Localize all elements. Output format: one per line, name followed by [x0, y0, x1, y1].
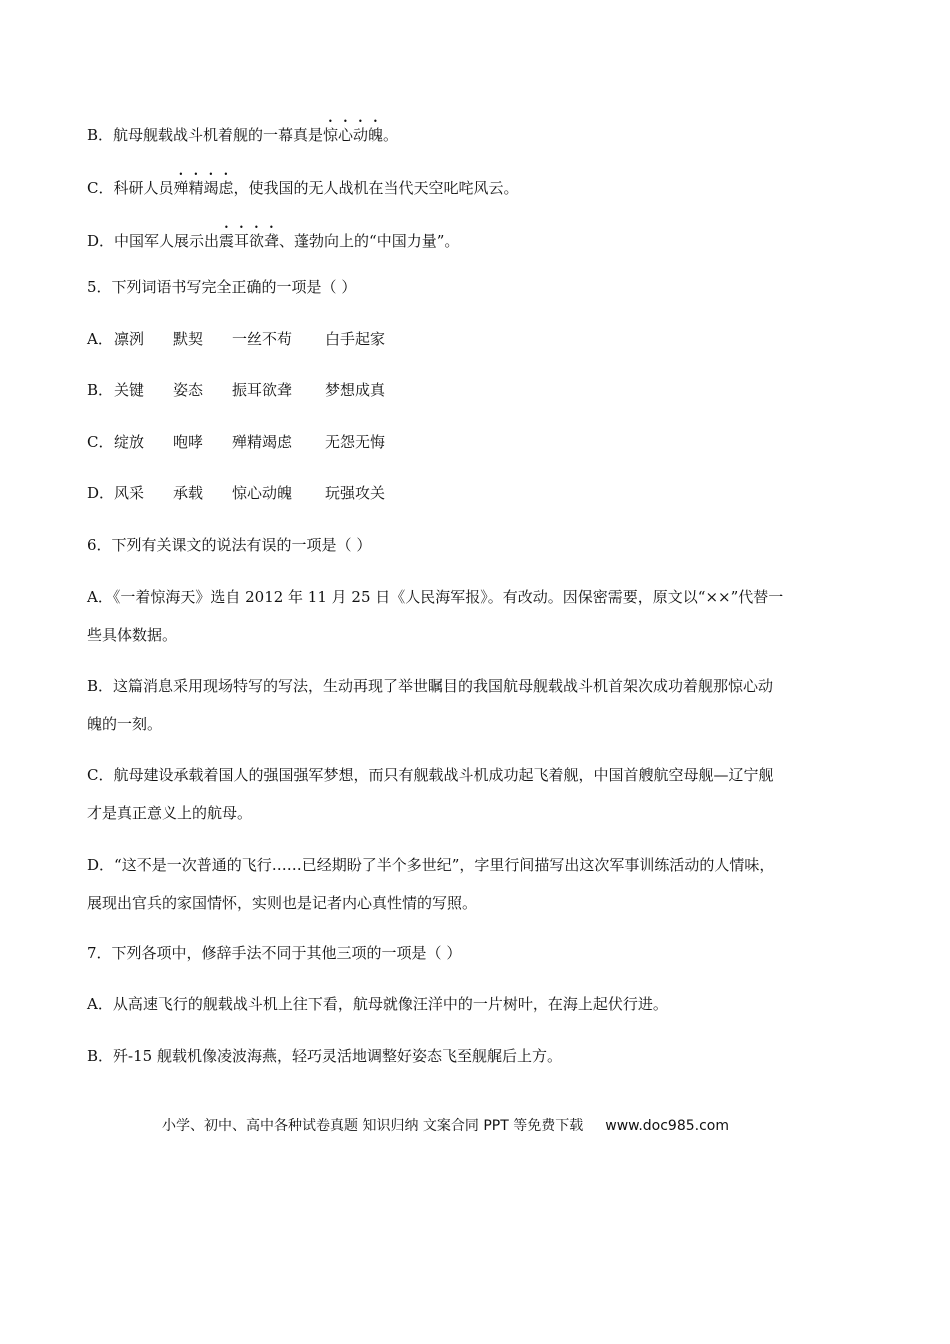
text: C．科研人员 [87, 179, 174, 197]
q6-option-c-line2: 才是真正意义上的航母。 [87, 804, 253, 822]
q5-stem: 5．下列词语书写完全正确的一项是（ ） [87, 278, 357, 296]
text: 。 [383, 126, 399, 144]
q6-option-b-line2: 魄的一刻。 [87, 715, 163, 733]
word: 承载 [173, 484, 204, 502]
emphasized-word: 殚精竭虑 [173, 179, 234, 197]
text: D．中国军人展示出 [87, 232, 220, 250]
word: 默契 [173, 330, 204, 348]
q6-option-c-line1: C．航母建设承载着国人的强国强军梦想，而只有舰载战斗机成功起飞着舰，中国首艘航空母舰—辽宁舰 [87, 766, 774, 784]
page-footer [162, 1115, 729, 1135]
text: 、蓬勃向上的“中国力量”。 [279, 232, 460, 250]
emphasized-word: 惊心动魄 [323, 126, 384, 144]
option-label: A． [87, 330, 113, 348]
word: 咆哮 [173, 433, 204, 451]
q7-option-b: B．歼-15 舰载机像凌波海燕，轻巧灵活地调整好姿态飞至舰艉后上方。 [87, 1047, 562, 1065]
q6-option-b-line1: B．这篇消息采用现场特写的写法，生动再现了举世瞩目的我国航母舰载战斗机首架次成功着舰那惊心动 [87, 677, 774, 695]
q4-option-d [87, 223, 459, 251]
word: 一丝不苟 [232, 330, 293, 348]
q7-option-a: A．从高速飞行的舰载战斗机上往下看，航母就像汪洋中的一片树叶，在海上起伏行进。 [87, 995, 668, 1013]
word: 梦想成真 [325, 381, 386, 399]
word: 白手起家 [325, 330, 386, 348]
word: 振耳欲聋 [232, 381, 293, 399]
q6-option-d-line1: D．“这不是一次普通的飞行……已经期盼了半个多世纪”，字里行间描写出这次军事训练活动的人情味， [87, 856, 775, 874]
word: 惊心动魄 [232, 484, 293, 502]
text: B．航母舰载战斗机着舰的一幕真是 [87, 126, 324, 144]
word: 殚精竭虑 [232, 433, 293, 451]
q4-option-b [87, 117, 398, 145]
word: 风采 [114, 484, 145, 502]
option-label: C． [87, 433, 114, 451]
q6-option-a-line2: 些具体数据。 [87, 626, 178, 644]
emphasized-word: 震耳欲聋 [219, 232, 280, 250]
word: 关键 [114, 381, 145, 399]
word: 姿态 [173, 381, 204, 399]
q6-stem: 6．下列有关课文的说法有误的一项是（ ） [87, 536, 372, 554]
option-label: B． [87, 381, 114, 399]
word: 凛洌 [114, 330, 145, 348]
text: ，使我国的无人战机在当代天空叱咤风云。 [233, 179, 519, 197]
footer-text: 小学、初中、高中各种试卷真题 知识归纳 文案合同 PPT 等免费下载 [162, 1118, 584, 1134]
footer-url[interactable]: www.doc985.com [605, 1118, 729, 1134]
q6-option-a-line1: A．《一着惊海天》选自 2012 年 11 月 25 日《人民海军报》。有改动。因保密需要，原文以“××”代替一 [87, 588, 784, 606]
q7-stem: 7．下列各项中，修辞手法不同于其他三项的一项是（ ） [87, 944, 462, 962]
word: 玩强攻关 [325, 484, 386, 502]
q4-option-c [87, 170, 519, 198]
q6-option-d-line2: 展现出官兵的家国情怀，实则也是记者内心真性情的写照。 [87, 894, 478, 912]
word: 绽放 [114, 433, 145, 451]
word: 无怨无悔 [325, 433, 386, 451]
option-label: D． [87, 484, 115, 502]
